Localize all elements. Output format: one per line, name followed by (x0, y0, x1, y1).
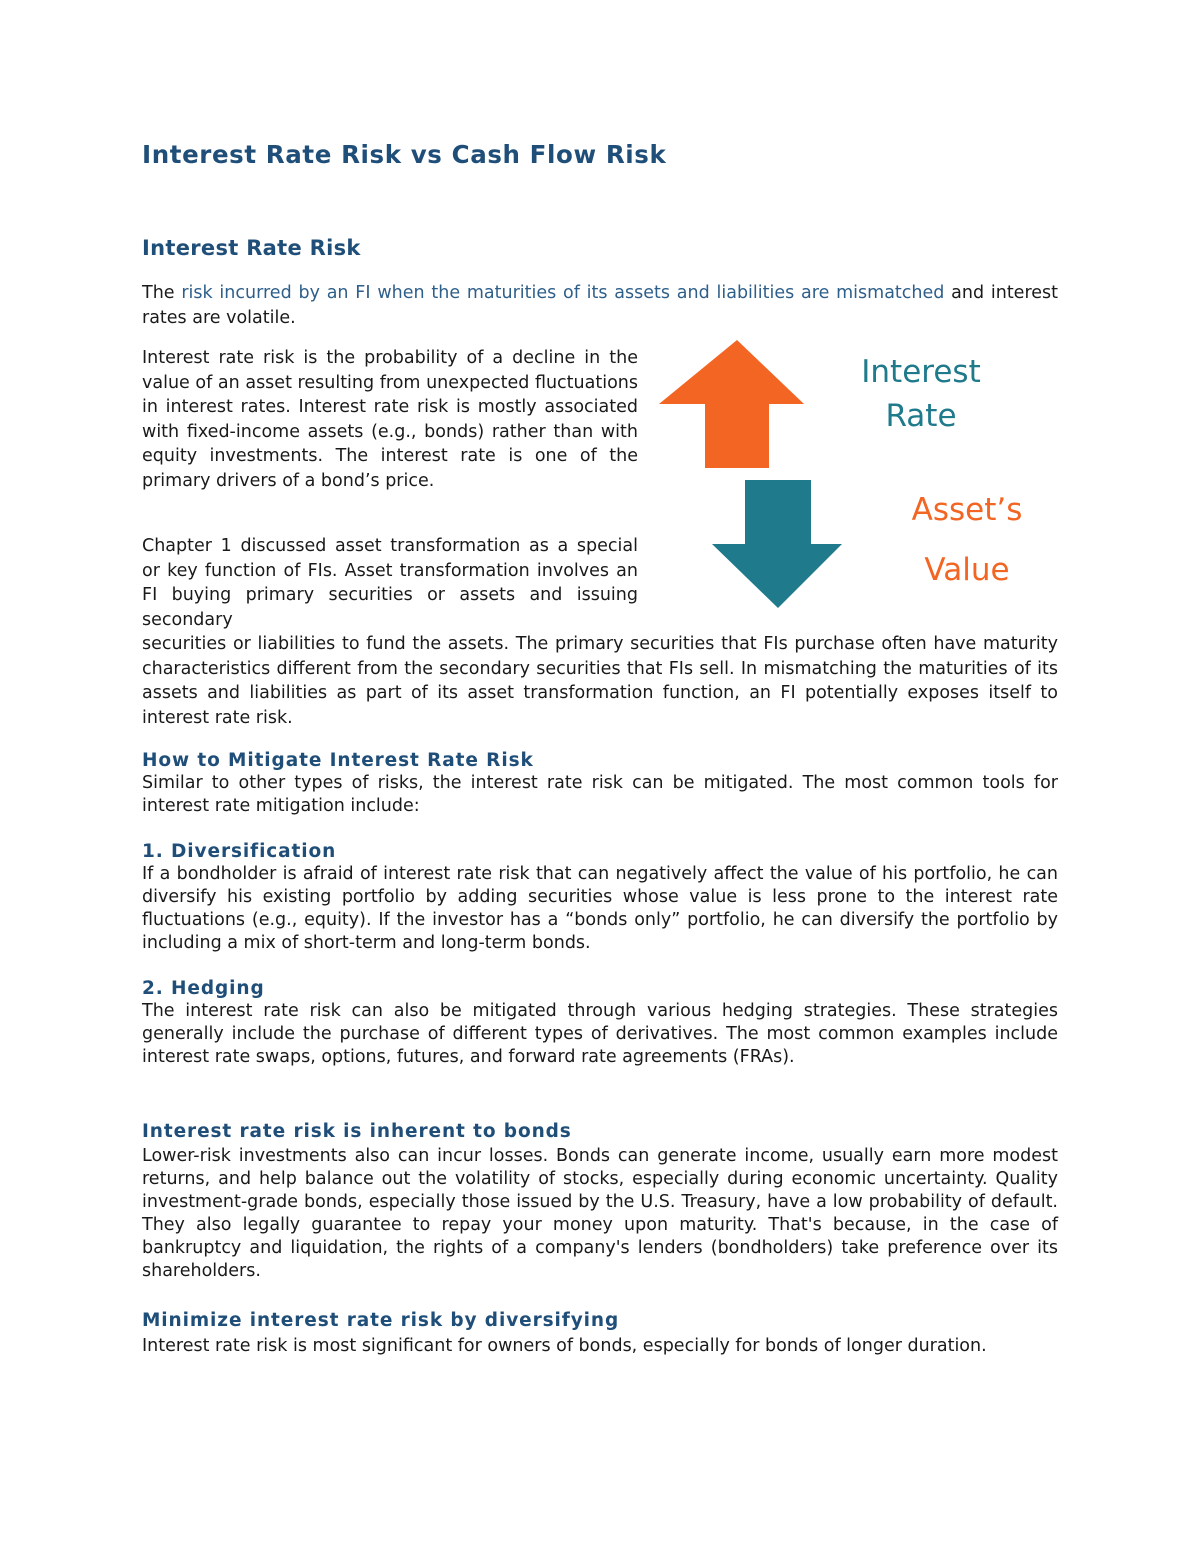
paragraph-diversification: If a bondholder is afraid of interest rate risk that can negatively affect the value of his portfolio, he can diversify his existing portfolio by adding securities whose value is less prone to the interest rate fluctuations (e.g., equity). If the investor has a “bonds only” portfolio, he can diversify the portfolio by including a mix of short-term and long-term bonds. (142, 864, 1058, 953)
definition-tail: and interest rates are volatile. (142, 283, 1059, 328)
heading-inherent-to-bonds: Interest rate risk is inherent to bonds (142, 1121, 572, 1142)
page-title: Interest Rate Risk vs Cash Flow Risk (142, 140, 667, 169)
paragraph-inherent-to-bonds: Lower-risk investments also can incur losses. Bonds can generate income, usually earn more modest returns, and help balance out the volatility of stocks, especially during economic uncertainty. Quality investment-grade bonds, especially those issued by the U.S. Treasury, have a low probability of default. They also legally guarantee to repay your money upon maturity. That's because, in the case of bankruptcy and liquidation, the rights of a company's lenders (bondholders) take preference over its shareholders. (142, 1146, 1058, 1281)
paragraph-hedging: The interest rate risk can also be mitigated through various hedging strategies. These strategies generally include the purchase of different types of derivatives. The most common examples include interest rate swaps, options, futures, and forward rate agreements (FRAs). (142, 1001, 1058, 1067)
paragraph-asset-transformation-wrapped: Chapter 1 discussed asset transformation as a special or key function of FIs. Asset transformation involves an FI buying primary securities or assets and issuing secondary (142, 536, 638, 630)
graphic-label-assets: Asset’s (911, 492, 1023, 528)
heading-diversification: 1. Diversification (142, 841, 337, 862)
down-arrow-icon (712, 480, 842, 608)
graphic-label-interest: Interest (861, 354, 981, 390)
heading-hedging: 2. Hedging (142, 978, 265, 999)
section-heading-interest-rate-risk: Interest Rate Risk (142, 236, 361, 260)
heading-minimize-by-diversifying: Minimize interest rate risk by diversifying (142, 1310, 620, 1331)
up-arrow-icon (659, 340, 804, 468)
graphic-label-value: Value (924, 552, 1010, 588)
definition-paragraph (142, 281, 1058, 330)
paragraph-mitigate-intro: Similar to other types of risks, the interest rate risk can be mitigated. The most common tools for interest rate mitigation include: (142, 773, 1058, 816)
graphic-label-interest-rate (841, 350, 1001, 438)
definition-highlight: risk incurred by an FI when the maturities of its assets and liabilities are mismatched (181, 283, 945, 303)
graphic-label-assets-value (877, 480, 1057, 600)
paragraph-probability: Interest rate risk is the probability of a decline in the value of an asset resulting from unexpected fluctuations in interest rates. Interest rate risk is mostly associated with fixed-income assets (e.g., bonds) rather than with equity investments. The interest rate is one of the primary drivers of a bond’s price. (142, 348, 638, 491)
heading-how-to-mitigate: How to Mitigate Interest Rate Risk (142, 750, 534, 771)
graphic-label-rate: Rate (885, 398, 957, 434)
interest-rate-vs-asset-value-graphic (657, 336, 1057, 616)
paragraph-minimize: Interest rate risk is most significant for owners of bonds, especially for bonds of longer duration. (142, 1336, 987, 1356)
paragraph-asset-transformation-full: securities or liabilities to fund the assets. The primary securities that FIs purchase often have maturity characteristics different from the secondary securities that FIs sell. In mismatching the maturities of its assets and liabilities as part of its asset transformation function, an FI potentially exposes itself to interest rate risk. (142, 634, 1058, 728)
definition-lead: The (142, 283, 182, 303)
